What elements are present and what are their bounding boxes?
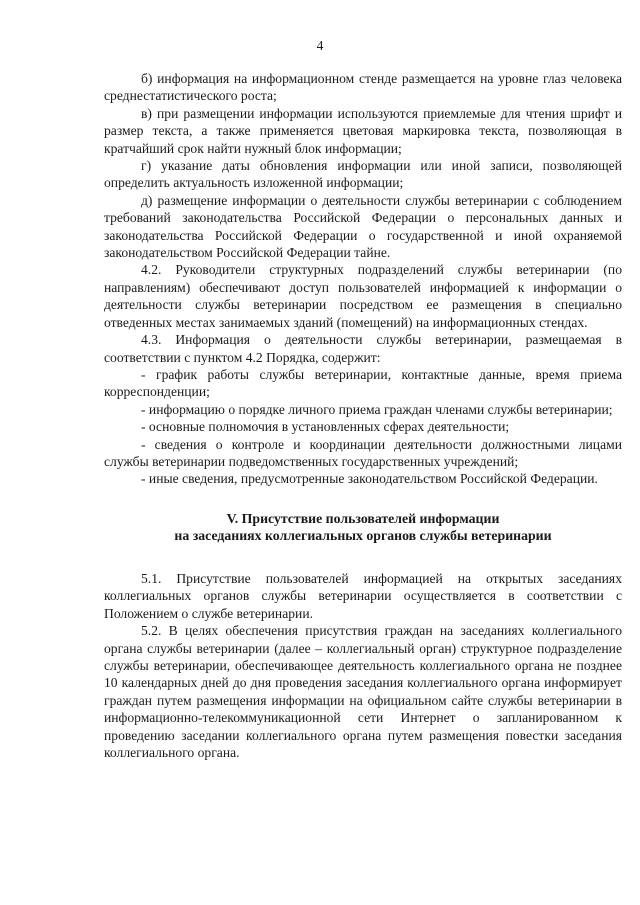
paragraph-4-2: 4.2. Руководители структурных подразделений службы ветеринарии (по направлениям) обеспечивают доступ пользователей информацией к информации о деятельности службы ветеринарии посредством ее размещения в специально отведенных местах занимаемых зданий (помещений) на информационных стендах. xyxy=(104,262,622,330)
section-heading-line-2: на заседаниях коллегиальных органов службы ветеринарии xyxy=(174,528,552,544)
list-item-other: - иные сведения, предусмотренные законодательством Российской Федерации. xyxy=(141,471,598,487)
spacer xyxy=(104,488,622,510)
list-item-powers: - основные полномочия в установленных сферах деятельности; xyxy=(141,419,510,435)
list-item-reception: - информацию о порядке личного приема граждан членами службы ветеринарии; xyxy=(141,401,613,417)
paragraph-item-b: б) информация на информационном стенде размещается на уровне глаз человека среднестатистического роста; xyxy=(104,71,622,104)
list-item-control: - сведения о контроле и координации деятельности должностными лицами службы ветеринарии подведомственных государственных учреждений; xyxy=(104,436,622,469)
paragraph-4-3: 4.3. Информация о деятельности службы ветеринарии, размещаемая в соответствии с пунктом 4.2 Порядка, содержит: xyxy=(104,332,622,365)
paragraph-item-d: д) размещение информации о деятельности службы ветеринарии с соблюдением требований законодательства Российской Федерации о персональных данных и законодательства Российской Федерации о государственной и иной охраняемой законодательством Российской Федерации тайне. xyxy=(104,192,622,261)
spacer xyxy=(104,545,622,570)
paragraph-item-g: г) указание даты обновления информации или иной записи, позволяющей определить актуальность изложенной информации; xyxy=(104,158,622,191)
paragraph-5-2: 5.2. В целях обеспечения присутствия граждан на заседаниях коллегиального органа службы ветеринарии (далее – коллегиальный орган) структурное подразделение службы ветеринарии, обеспечивающее деятельность коллегиального органа не позднее 10 календарных дней до дня проведения заседания коллегиального органа информирует граждан путем размещения информации на официальном сайте службы ветеринарии в информационно-телекоммуникационной сети Интернет о запланированном к проведению заседании коллегиального органа путем размещения повестки заседания коллегиального органа. xyxy=(104,623,622,760)
list-item-schedule: - график работы службы ветеринарии, контактные данные, время приема корреспонденции; xyxy=(104,366,622,400)
paragraph-item-v: в) при размещении информации используются приемлемые для чтения шрифт и размер текста, а также применяется цветовая маркировка текста, позволяющая в кратчайший срок найти нужный блок информации; xyxy=(104,105,622,156)
paragraph-5-1: 5.1. Присутствие пользователей информацией на открытых заседаниях коллегиальных органов службы ветеринарии осуществляется в соответствии с Положением о службе ветеринарии. xyxy=(104,570,622,621)
section-heading-line-1: V. Присутствие пользователей информации xyxy=(226,510,500,526)
document-body xyxy=(104,70,622,761)
page-number: 4 xyxy=(316,38,324,53)
